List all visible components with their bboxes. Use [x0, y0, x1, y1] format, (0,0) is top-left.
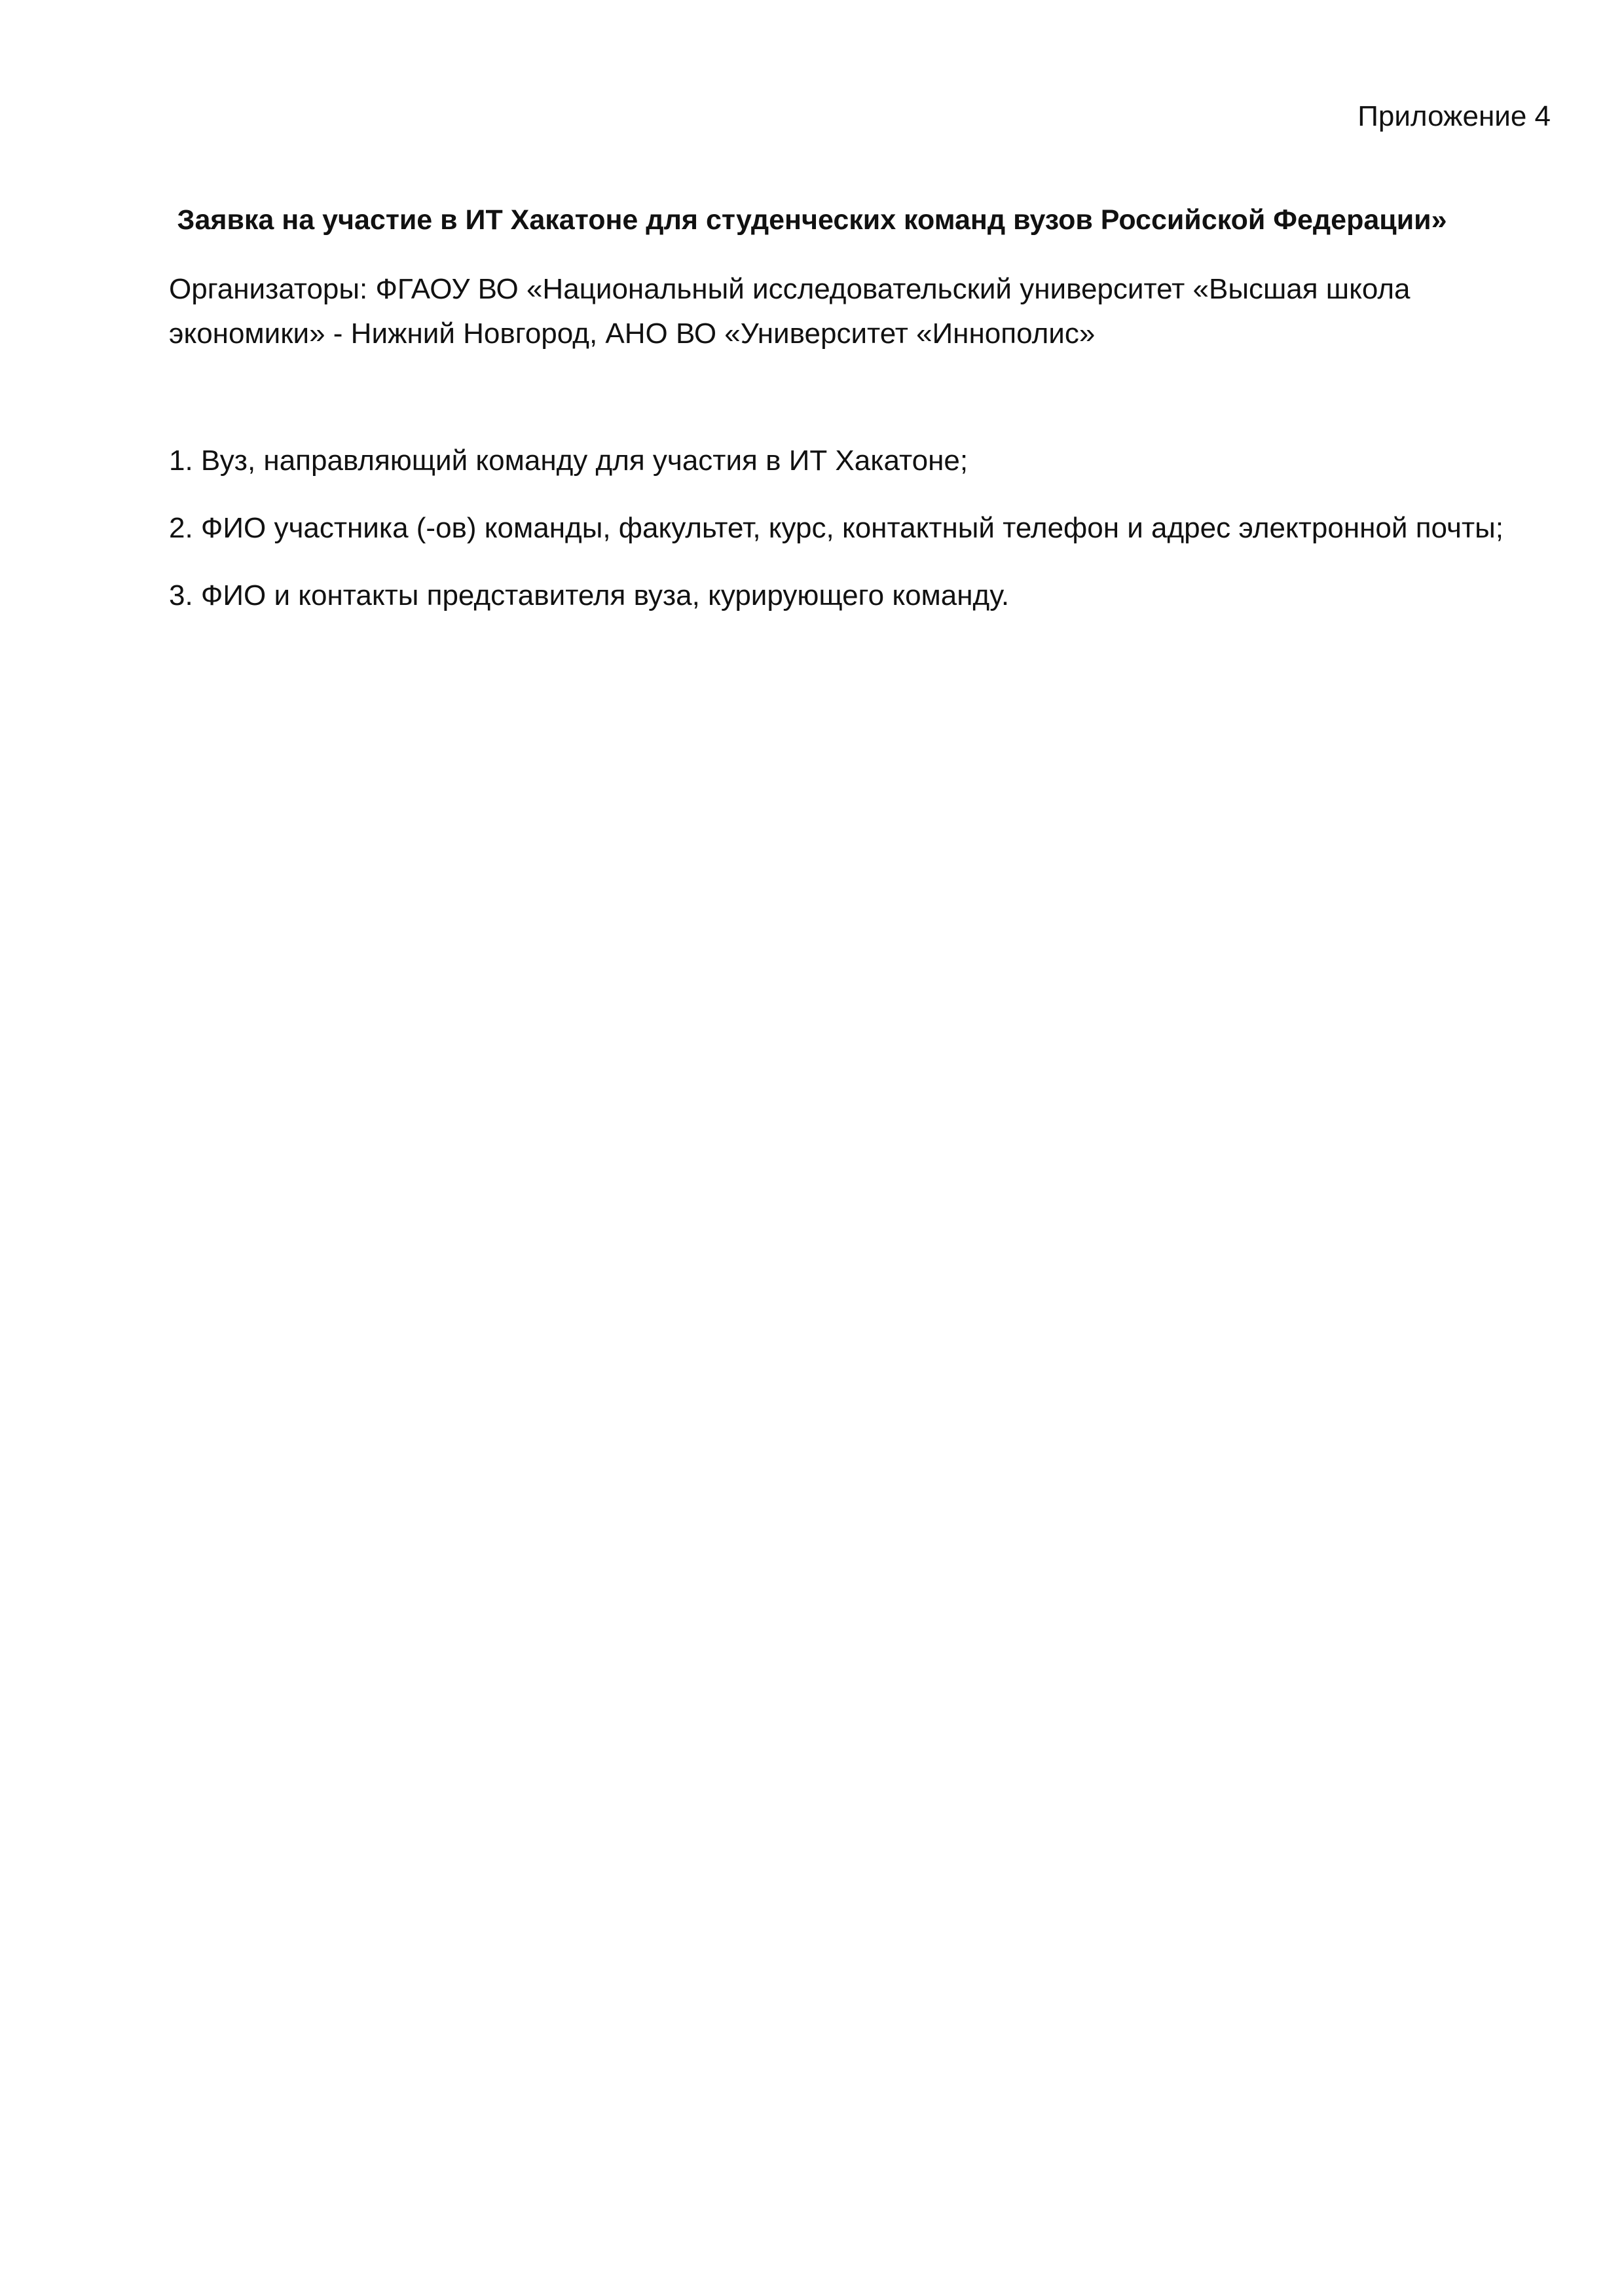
organizers-paragraph [169, 267, 1518, 356]
organizers-line: экономики» - Нижний Новгород, АНО ВО «Университет «Иннополис» [169, 318, 1096, 350]
appendix-label: Приложение 4 [1357, 100, 1551, 132]
requirement-item: 1. Вуз, направляющий команду для участия в ИТ Хакатоне; [169, 445, 969, 477]
document-title: Заявка на участие в ИТ Хакатоне для студенческих команд вузов Российской Федерации» [177, 204, 1447, 236]
organizers-line: Организаторы: ФГАОУ ВО «Национальный исследовательский университет «Высшая школа [169, 273, 1411, 305]
requirement-item: 2. ФИО участника (-ов) команды, факультет, курс, контактный телефон и адрес электронной почты; [169, 512, 1504, 544]
requirements-list [169, 443, 1564, 645]
requirement-item: 3. ФИО и контакты представителя вуза, курирующего команду. [169, 579, 1010, 611]
